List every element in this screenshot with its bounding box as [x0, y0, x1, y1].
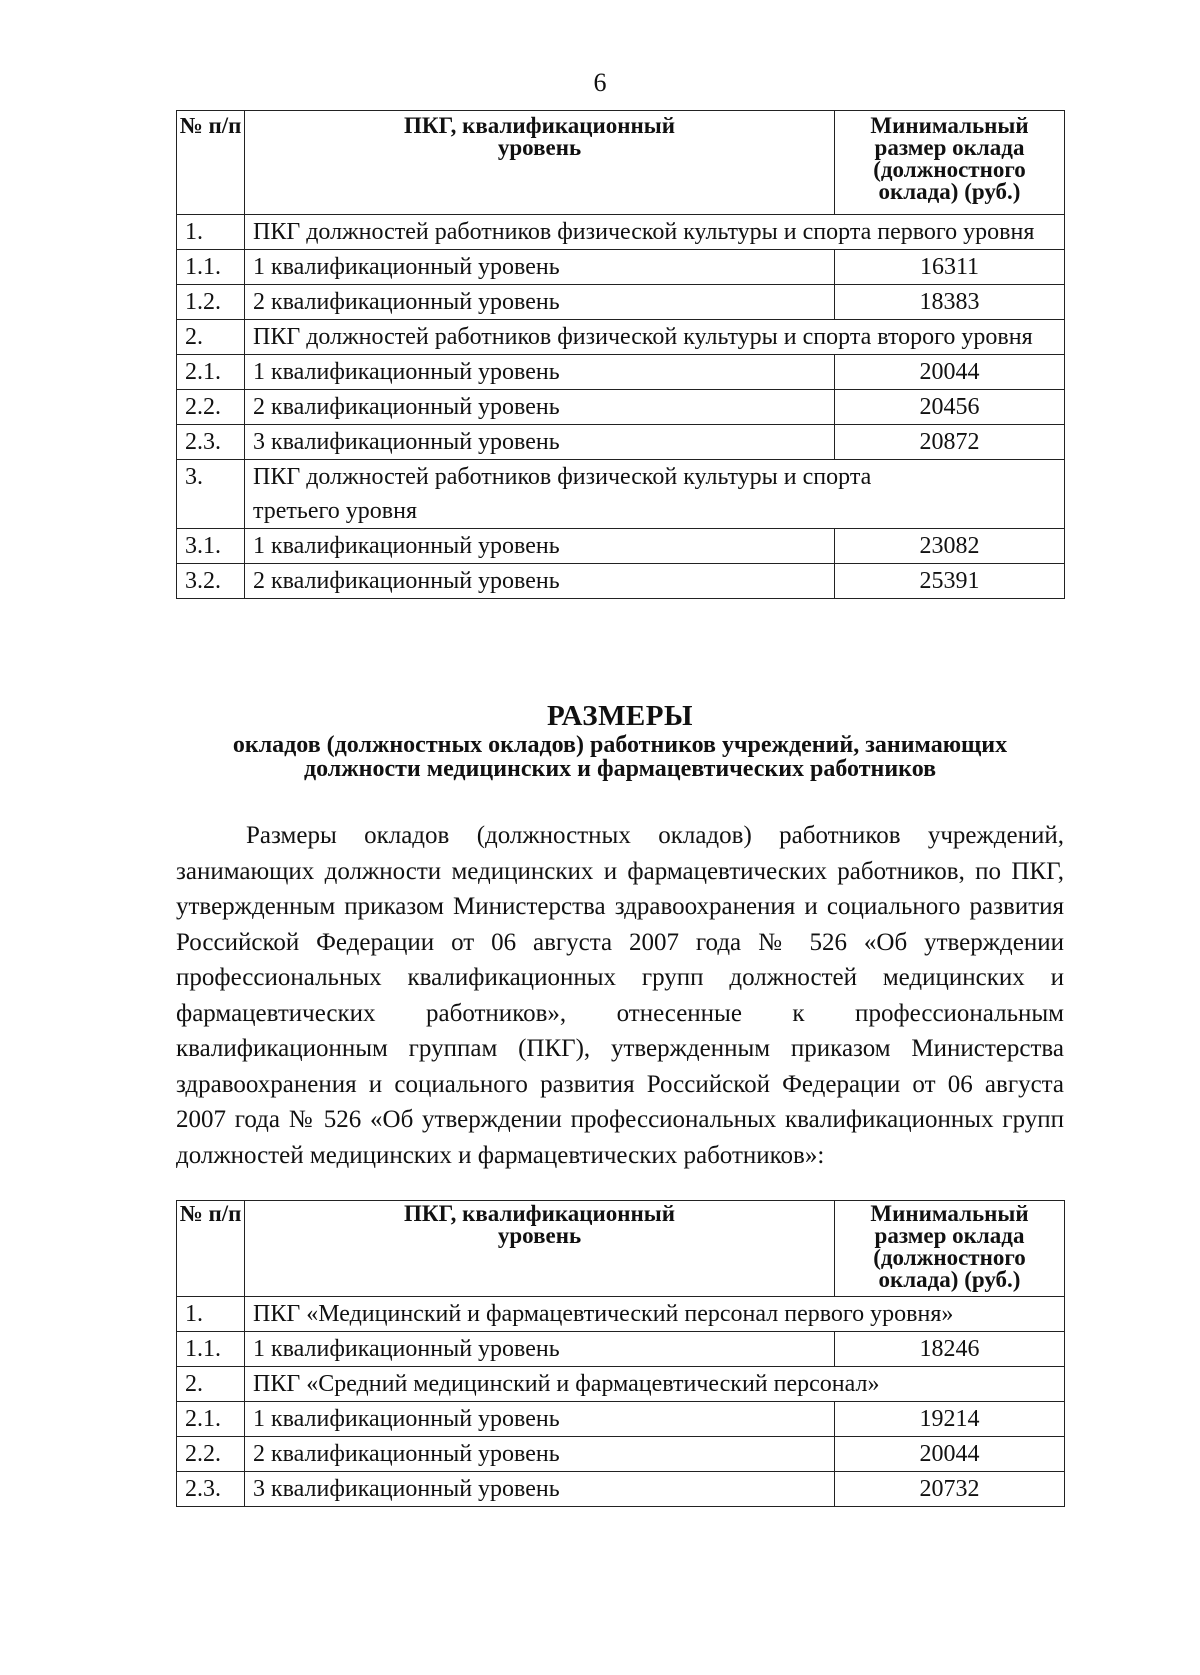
table-row: [177, 320, 1065, 355]
table-row: [177, 460, 1065, 529]
row-label: 2 квалификационный уровень: [245, 1437, 835, 1472]
row-value: 16311: [835, 250, 1065, 285]
row-num: 3.1.: [177, 529, 245, 564]
page-number: 6: [593, 68, 607, 97]
row-group: ПКГ должностей работников физической культуры и спорта первого уровня: [245, 215, 1065, 250]
row-num: 2.: [177, 320, 245, 355]
row-value: 20732: [835, 1472, 1065, 1507]
section-title: РАЗМЕРЫ: [547, 700, 693, 732]
row-label: 3 квалификационный уровень: [245, 1472, 835, 1507]
header-num: № п/п: [177, 1201, 245, 1297]
row-value: 20044: [835, 355, 1065, 390]
row-num: 2.3.: [177, 1472, 245, 1507]
row-value: 18246: [835, 1332, 1065, 1367]
row-num: 2.1.: [177, 1402, 245, 1437]
row-label: 1 квалификационный уровень: [245, 529, 835, 564]
row-value: 18383: [835, 285, 1065, 320]
row-value: 23082: [835, 529, 1065, 564]
row-group: ПКГ должностей работников физической культуры и спорта третьего уровня: [245, 460, 1065, 529]
row-num: 1.1.: [177, 1332, 245, 1367]
table-row: [177, 285, 1065, 320]
row-label: 1 квалификационный уровень: [245, 1332, 835, 1367]
table-row: [177, 529, 1065, 564]
row-group: ПКГ «Средний медицинский и фармацевтический персонал»: [245, 1367, 1065, 1402]
table-row: [177, 1297, 1065, 1332]
table-row: [177, 425, 1065, 460]
salary-table-medical: [176, 1200, 1065, 1507]
row-label: 1 квалификационный уровень: [245, 355, 835, 390]
table-row: [177, 1367, 1065, 1402]
table-row: [177, 564, 1065, 599]
row-num: 3.2.: [177, 564, 245, 599]
row-group: ПКГ должностей работников физической культуры и спорта второго уровня: [245, 320, 1065, 355]
row-num: 1.: [177, 215, 245, 250]
row-value: 20872: [835, 425, 1065, 460]
row-label: 1 квалификационный уровень: [245, 250, 835, 285]
row-num: 2.1.: [177, 355, 245, 390]
salary-table-sports: [176, 110, 1065, 599]
section-subtitle: окладов (должностных окладов) работников учреждений, занимающих должности медицинских и фармацевтических работников: [232, 732, 1008, 782]
row-num: 1.: [177, 1297, 245, 1332]
header-num: № п/п: [177, 111, 245, 215]
row-label: 2 квалификационный уровень: [245, 564, 835, 599]
table-row: [177, 1332, 1065, 1367]
row-num: 3.: [177, 460, 245, 529]
header-group: ПКГ, квалификационный уровень: [245, 1201, 835, 1297]
row-value: 20456: [835, 390, 1065, 425]
row-num: 2.3.: [177, 425, 245, 460]
header-group: ПКГ, квалификационный уровень: [245, 111, 835, 215]
header-salary: Минимальный размер оклада (должностного оклада) (руб.): [835, 111, 1065, 215]
row-num: 2.2.: [177, 390, 245, 425]
table-row: [177, 1437, 1065, 1472]
table-row: [177, 215, 1065, 250]
row-num: 1.2.: [177, 285, 245, 320]
row-label: 2 квалификационный уровень: [245, 390, 835, 425]
section-paragraph: Размеры окладов (должностных окладов) работников учреждений, занимающих должности медицинских и фармацевтических работников, по ПКГ, утвержденным приказом Министерства здравоохранения и социального развития Российской Федерации от 06 августа 2007 года № 526 «Об утверждении профессиональных квалификационных групп должностей медицинских и фармацевтических работников», отнесенные к профессиональным квалификационным группам (ПКГ), утвержденным приказом Министерства здравоохранения и социального развития Российской Федерации от 06 августа 2007 года № 526 «Об утверждении профессиональных квалификационных групп должностей медицинских и фармацевтических работников»:: [176, 822, 1064, 1169]
row-value: 19214: [835, 1402, 1065, 1437]
row-label: 3 квалификационный уровень: [245, 425, 835, 460]
table-row: [177, 355, 1065, 390]
row-num: 1.1.: [177, 250, 245, 285]
row-num: 2.: [177, 1367, 245, 1402]
table-header-row: [177, 1201, 1065, 1297]
table-row: [177, 1402, 1065, 1437]
header-salary: Минимальный размер оклада (должностного оклада) (руб.): [835, 1201, 1065, 1297]
table-row: [177, 1472, 1065, 1507]
row-label: 1 квалификационный уровень: [245, 1402, 835, 1437]
table-header-row: [177, 111, 1065, 215]
row-value: 20044: [835, 1437, 1065, 1472]
row-label: 2 квалификационный уровень: [245, 285, 835, 320]
table-row: [177, 390, 1065, 425]
table-row: [177, 250, 1065, 285]
row-num: 2.2.: [177, 1437, 245, 1472]
row-group: ПКГ «Медицинский и фармацевтический персонал первого уровня»: [245, 1297, 1065, 1332]
row-value: 25391: [835, 564, 1065, 599]
